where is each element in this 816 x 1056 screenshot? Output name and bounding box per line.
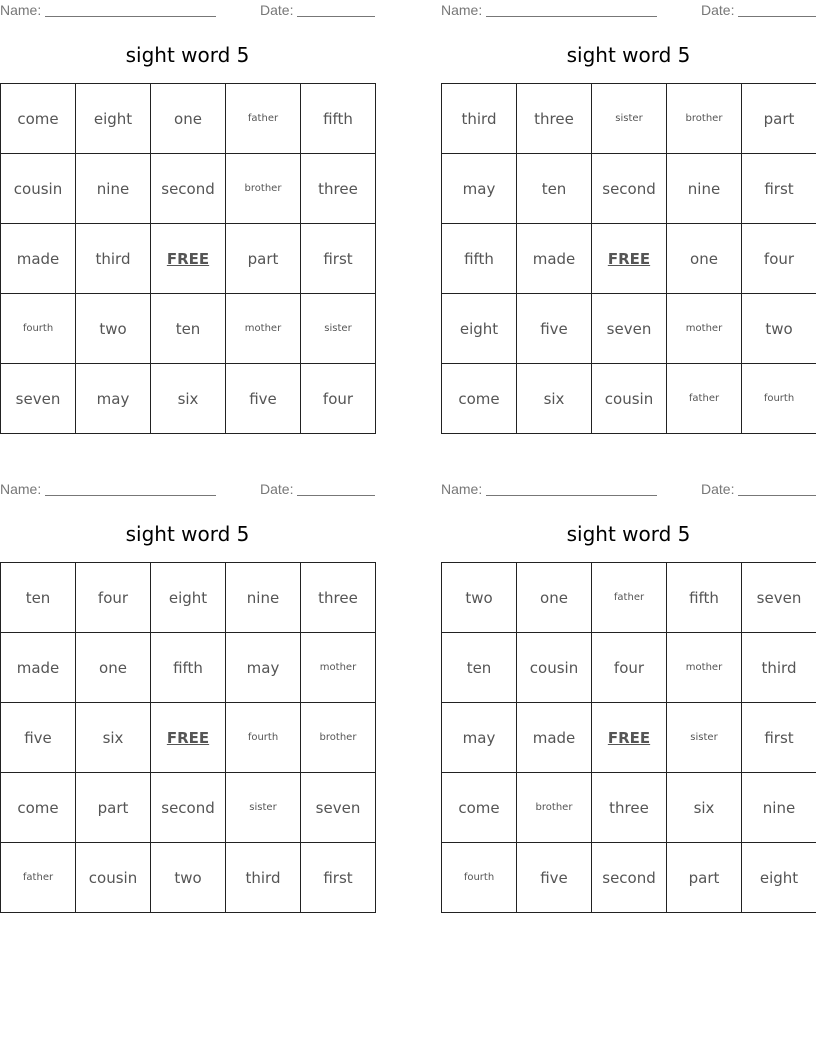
- grid-cell: first: [301, 843, 376, 913]
- grid-cell: seven: [1, 364, 76, 434]
- grid-row: [1, 154, 376, 224]
- grid-cell: may: [226, 633, 301, 703]
- grid-cell: nine: [667, 154, 742, 224]
- grid-cell: four: [742, 224, 816, 294]
- grid-cell: fourth: [1, 294, 76, 364]
- bingo-grid: [441, 83, 816, 434]
- grid-cell: ten: [1, 563, 76, 633]
- bingo-grid: [0, 83, 376, 434]
- grid-cell: five: [226, 364, 301, 434]
- grid-row: [1, 294, 376, 364]
- grid-row: [442, 364, 816, 434]
- grid-cell: mother: [667, 294, 742, 364]
- grid-cell: fifth: [151, 633, 226, 703]
- grid-cell: one: [517, 563, 592, 633]
- grid-cell: father: [1, 843, 76, 913]
- grid-row: [1, 84, 376, 154]
- grid-cell: eight: [76, 84, 151, 154]
- grid-cell: second: [151, 773, 226, 843]
- date-line: [738, 481, 816, 496]
- bingo-card-1: [0, 0, 375, 432]
- grid-cell: six: [76, 703, 151, 773]
- grid-row: [442, 154, 816, 224]
- grid-cell: part: [667, 843, 742, 913]
- grid-row: [442, 84, 816, 154]
- grid-cell: nine: [76, 154, 151, 224]
- grid-cell: two: [442, 563, 517, 633]
- grid-cell: father: [667, 364, 742, 434]
- grid-cell: made: [1, 224, 76, 294]
- grid-cell: first: [742, 703, 816, 773]
- grid-cell: come: [442, 773, 517, 843]
- grid-row: [442, 633, 816, 703]
- name-label: Name:: [0, 481, 42, 497]
- grid-cell: cousin: [1, 154, 76, 224]
- grid-cell: sister: [226, 773, 301, 843]
- grid-cell: three: [301, 154, 376, 224]
- grid-row: [442, 773, 816, 843]
- grid-cell: four: [76, 563, 151, 633]
- grid-cell: father: [592, 563, 667, 633]
- grid-cell: sister: [667, 703, 742, 773]
- name-line: [486, 481, 657, 496]
- grid-row: [442, 703, 816, 773]
- grid-cell: may: [442, 703, 517, 773]
- grid-cell: sister: [592, 84, 667, 154]
- grid-cell: one: [76, 633, 151, 703]
- name-label: Name:: [0, 2, 42, 18]
- grid-row: [1, 364, 376, 434]
- bingo-card-4: [441, 479, 816, 911]
- grid-cell: seven: [592, 294, 667, 364]
- grid-cell: ten: [151, 294, 226, 364]
- card-title: sight word 5: [125, 522, 250, 546]
- card-header: [0, 481, 375, 499]
- grid-cell: third: [442, 84, 517, 154]
- grid-cell: five: [517, 843, 592, 913]
- grid-cell: cousin: [517, 633, 592, 703]
- grid-cell: mother: [226, 294, 301, 364]
- grid-row: [442, 843, 816, 913]
- grid-cell: ten: [517, 154, 592, 224]
- grid-cell: part: [76, 773, 151, 843]
- name-line: [45, 481, 216, 496]
- bingo-grid: [441, 562, 816, 913]
- grid-cell: may: [442, 154, 517, 224]
- grid-cell: sister: [301, 294, 376, 364]
- date-line: [297, 2, 375, 17]
- grid-cell: brother: [517, 773, 592, 843]
- grid-cell: come: [1, 773, 76, 843]
- grid-cell: six: [517, 364, 592, 434]
- grid-cell: fourth: [442, 843, 517, 913]
- grid-cell: come: [442, 364, 517, 434]
- grid-cell: eight: [151, 563, 226, 633]
- grid-cell: nine: [742, 773, 816, 843]
- card-header: [441, 2, 816, 20]
- grid-cell: first: [742, 154, 816, 224]
- bingo-grid: [0, 562, 376, 913]
- free-cell: FREE: [151, 224, 226, 294]
- grid-cell: brother: [301, 703, 376, 773]
- free-cell: FREE: [151, 703, 226, 773]
- grid-cell: second: [592, 154, 667, 224]
- grid-cell: five: [517, 294, 592, 364]
- grid-cell: nine: [226, 563, 301, 633]
- grid-cell: may: [76, 364, 151, 434]
- grid-cell: first: [301, 224, 376, 294]
- grid-row: [1, 633, 376, 703]
- grid-cell: eight: [442, 294, 517, 364]
- free-cell: FREE: [592, 224, 667, 294]
- grid-row: [1, 843, 376, 913]
- grid-cell: four: [301, 364, 376, 434]
- card-header: [0, 2, 375, 20]
- grid-cell: three: [592, 773, 667, 843]
- grid-row: [1, 224, 376, 294]
- grid-cell: cousin: [592, 364, 667, 434]
- grid-cell: six: [151, 364, 226, 434]
- free-cell: FREE: [592, 703, 667, 773]
- grid-row: [1, 563, 376, 633]
- bingo-card-3: [0, 479, 375, 911]
- grid-cell: third: [742, 633, 816, 703]
- grid-cell: made: [517, 224, 592, 294]
- date-line: [297, 481, 375, 496]
- name-label: Name:: [441, 481, 483, 497]
- card-title: sight word 5: [566, 43, 691, 67]
- grid-cell: come: [1, 84, 76, 154]
- grid-cell: cousin: [76, 843, 151, 913]
- grid-cell: fourth: [742, 364, 816, 434]
- grid-cell: one: [151, 84, 226, 154]
- grid-cell: seven: [742, 563, 816, 633]
- grid-cell: five: [1, 703, 76, 773]
- grid-cell: two: [151, 843, 226, 913]
- grid-cell: fourth: [226, 703, 301, 773]
- grid-row: [442, 224, 816, 294]
- grid-row: [1, 703, 376, 773]
- grid-row: [442, 294, 816, 364]
- card-title: sight word 5: [566, 522, 691, 546]
- grid-cell: seven: [301, 773, 376, 843]
- grid-cell: second: [151, 154, 226, 224]
- grid-cell: third: [226, 843, 301, 913]
- grid-cell: second: [592, 843, 667, 913]
- date-label: Date:: [701, 481, 735, 497]
- grid-cell: mother: [667, 633, 742, 703]
- card-title: sight word 5: [125, 43, 250, 67]
- date-line: [738, 2, 816, 17]
- card-header: [441, 481, 816, 499]
- grid-cell: fifth: [442, 224, 517, 294]
- date-label: Date:: [260, 2, 294, 18]
- grid-cell: three: [301, 563, 376, 633]
- grid-cell: two: [76, 294, 151, 364]
- grid-cell: fifth: [667, 563, 742, 633]
- grid-row: [1, 773, 376, 843]
- bingo-card-2: [441, 0, 816, 432]
- name-line: [486, 2, 657, 17]
- grid-cell: fifth: [301, 84, 376, 154]
- name-line: [45, 2, 216, 17]
- grid-cell: third: [76, 224, 151, 294]
- grid-cell: eight: [742, 843, 816, 913]
- date-label: Date:: [260, 481, 294, 497]
- grid-cell: six: [667, 773, 742, 843]
- date-label: Date:: [701, 2, 735, 18]
- grid-cell: made: [1, 633, 76, 703]
- name-label: Name:: [441, 2, 483, 18]
- grid-cell: mother: [301, 633, 376, 703]
- grid-cell: ten: [442, 633, 517, 703]
- grid-cell: brother: [667, 84, 742, 154]
- grid-row: [442, 563, 816, 633]
- grid-cell: brother: [226, 154, 301, 224]
- grid-cell: made: [517, 703, 592, 773]
- grid-cell: one: [667, 224, 742, 294]
- grid-cell: four: [592, 633, 667, 703]
- grid-cell: three: [517, 84, 592, 154]
- grid-cell: two: [742, 294, 816, 364]
- grid-cell: part: [226, 224, 301, 294]
- grid-cell: father: [226, 84, 301, 154]
- grid-cell: part: [742, 84, 816, 154]
